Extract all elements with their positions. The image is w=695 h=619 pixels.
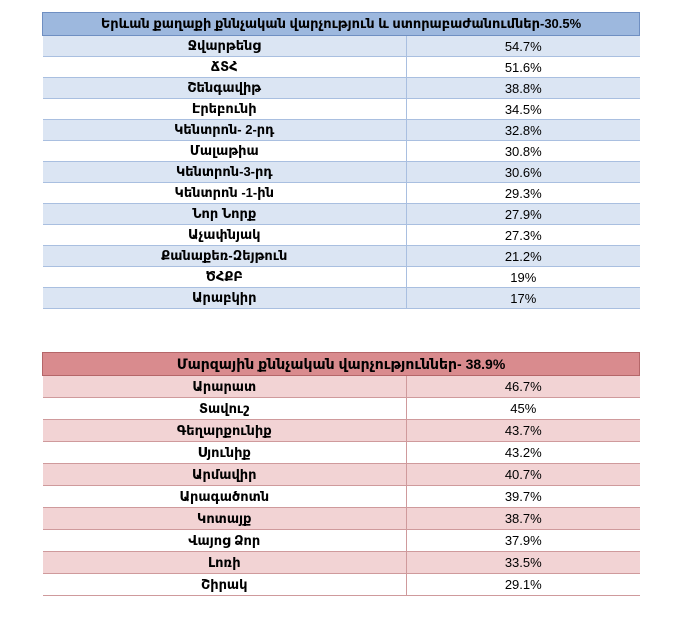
row-percentage: 46.7% [407,376,640,398]
table-row [43,99,640,120]
table-title: Երևան քաղաքի քննչական վարչություն և ստորաբաժանումներ-30.5% [43,13,640,36]
table-header [43,353,640,376]
table-row [43,141,640,162]
row-name: Շիրակ [43,574,407,596]
row-name: Կոտայք [43,508,407,530]
row-percentage: 43.7% [407,420,640,442]
row-name: Լոռի [43,552,407,574]
row-percentage: 32.8% [407,120,640,141]
table-title: Մարզային քննչական վարչություններ- 38.9% [43,353,640,376]
row-percentage: 43.2% [407,442,640,464]
yerevan-investigation-table [42,12,640,309]
row-percentage: 30.8% [407,141,640,162]
row-name: Կենտրոն- 2-րդ [43,120,407,141]
row-name: Աչափնյակ [43,225,407,246]
table-row [43,267,640,288]
row-name: Արագածոտն [43,486,407,508]
row-percentage: 34.5% [407,99,640,120]
row-name: Սյունիք [43,442,407,464]
row-percentage: 19% [407,267,640,288]
table-row [43,464,640,486]
table-header [43,13,640,36]
row-percentage: 54.7% [407,36,640,57]
row-percentage: 33.5% [407,552,640,574]
row-percentage: 38.8% [407,78,640,99]
row-percentage: 39.7% [407,486,640,508]
row-name: Ջվարթենց [43,36,407,57]
row-percentage: 40.7% [407,464,640,486]
table-row [43,398,640,420]
row-percentage: 30.6% [407,162,640,183]
row-name: ՃՏՀ [43,57,407,78]
table-row [43,162,640,183]
table-row [43,508,640,530]
table-row [43,57,640,78]
table-row [43,204,640,225]
row-name: Կենտրոն -1-ին [43,183,407,204]
row-name: Արաբկիր [43,288,407,309]
row-name: Մալաթիա [43,141,407,162]
table-row [43,183,640,204]
row-name: Նոր Նորք [43,204,407,225]
row-name: ԾՀՔԲ [43,267,407,288]
table-row [43,36,640,57]
row-percentage: 51.6% [407,57,640,78]
row-name: Շենգավիթ [43,78,407,99]
table-row [43,530,640,552]
row-percentage: 29.1% [407,574,640,596]
row-name: Արարատ [43,376,407,398]
table-row [43,376,640,398]
row-percentage: 37.9% [407,530,640,552]
row-name: Տավուշ [43,398,407,420]
row-name: Էրեբունի [43,99,407,120]
row-percentage: 45% [407,398,640,420]
table-row [43,288,640,309]
row-percentage: 21.2% [407,246,640,267]
row-name: Վայոց Ձոր [43,530,407,552]
table-row [43,486,640,508]
table-row [43,225,640,246]
row-percentage: 17% [407,288,640,309]
table-row [43,246,640,267]
table-row [43,552,640,574]
marz-investigation-table [42,352,640,596]
row-percentage: 27.9% [407,204,640,225]
row-name: Գեղարքունիք [43,420,407,442]
table-row [43,120,640,141]
table-row [43,78,640,99]
row-name: Արմավիր [43,464,407,486]
row-name: Քանաքեռ-Զեյթուն [43,246,407,267]
row-percentage: 27.3% [407,225,640,246]
table-row [43,420,640,442]
row-percentage: 29.3% [407,183,640,204]
row-percentage: 38.7% [407,508,640,530]
table-row [43,442,640,464]
table-row [43,574,640,596]
row-name: Կենտրոն-3-րդ [43,162,407,183]
